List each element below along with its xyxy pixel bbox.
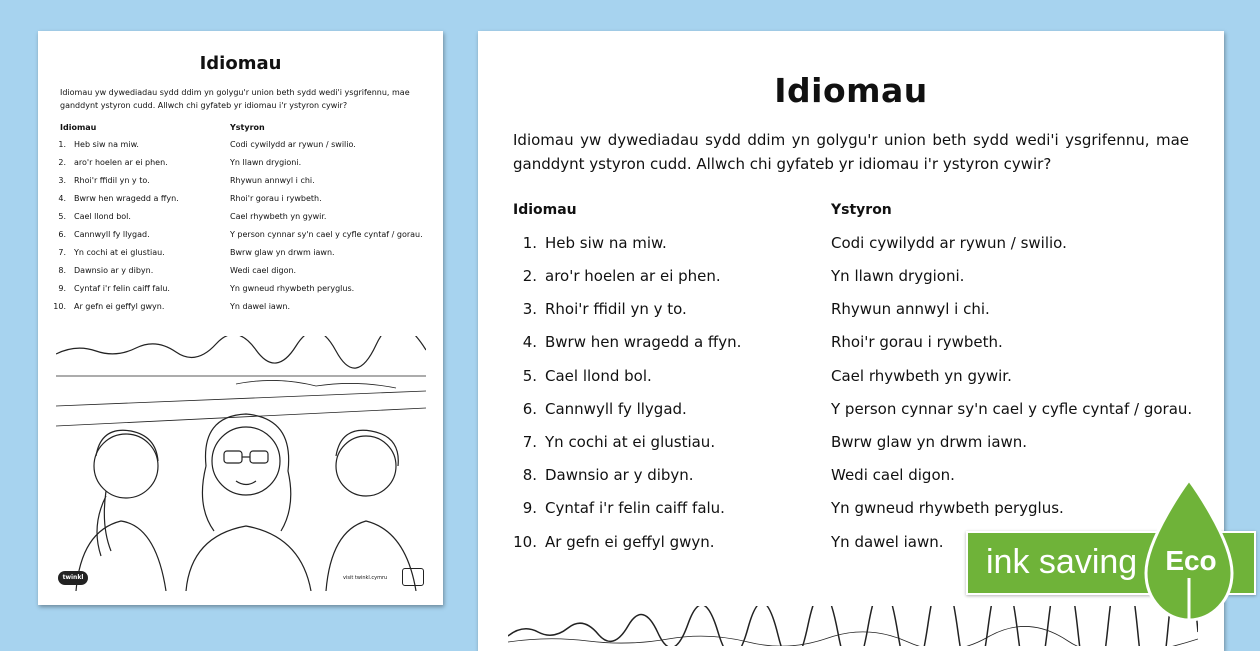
eco-label: Eco — [1165, 545, 1217, 576]
worksheet-thumbnail: Idiomau Idiomau yw dywediadau sydd ddim yn golygu'r union beth sydd wedi'i ysgrifennu, mae ganddynt ystyron cudd. Allwch chi gyfateb yr idiomau i'r ystyron cywir? Idiomau Ystyron 1. Heb siw na miw. 2. aro'r hoelen ar ei phen. 3. Rhoi'r ffidil yn y to. 4. Bwrw hen wragedd a ffyn. 5. Cael llond bol. 6. Cannwyll fy llygad. 7. Yn cochi at ei glustiau. 8. Dawnsio ar y dibyn. 9. Cyntaf i'r felin caiff falu. 10. Ar gefn ei geffyl gwyn. Codi cywilydd ar rywun / swilio. Yn llawn drygioni. Rhywun annwyl i chi. Rhoi'r gorau i rywbeth. Cael rhywbeth yn gywir. Y person cynnar sy'n cael y cyfle cyntaf / gorau. Bwrw glaw yn drwm iawn. Wedi cael digon. Yn gwneud rhywbeth peryglus. Yn dawel iawn. twinkl visit twinkl.cymru — [38, 31, 443, 605]
list-item: Y person cynnar sy'n cael y cyfle cyntaf / gorau. — [831, 400, 1193, 418]
idioms-heading: Idiomau — [513, 202, 577, 218]
list-item: Wedi cael digon. — [230, 266, 297, 275]
list-item: Bwrw glaw yn drwm iawn. — [831, 433, 1028, 451]
meanings-heading: Ystyron — [831, 202, 892, 218]
thumbnail-meanings-heading: Ystyron — [230, 123, 265, 132]
list-item: Rhoi'r gorau i rywbeth. — [230, 194, 322, 203]
page-title: Idiomau — [774, 71, 928, 110]
list-item: Codi cywilydd ar rywun / swilio. — [230, 140, 356, 149]
list-item: Yn dawel iawn. — [831, 533, 944, 551]
list-item: Yn dawel iawn. — [230, 302, 290, 311]
badge-icon — [402, 568, 424, 586]
thumbnail-idioms-heading: Idiomau — [60, 123, 97, 132]
twinkl-logo: twinkl — [58, 571, 88, 585]
list-item: Rhoi'r gorau i rywbeth. — [831, 333, 1003, 351]
list-item: Yn llawn drygioni. — [230, 158, 302, 167]
thumbnail-intro: Idiomau yw dywediadau sydd ddim yn golygu'r union beth sydd wedi'i ysgrifennu, mae ganddynt ystyron cudd. Allwch chi gyfateb yr idiomau i'r ystyron cywir? — [60, 88, 410, 110]
list-item: Rhywun annwyl i chi. — [230, 176, 315, 185]
children-illustration — [56, 336, 426, 591]
list-item: Cael rhywbeth yn gywir. — [230, 212, 327, 221]
worksheet-preview: Idiomau Idiomau yw dywediadau sydd ddim yn golygu'r union beth sydd wedi'i ysgrifennu, mae ganddynt ystyron cudd. Allwch chi gyfateb yr idiomau i'r ystyron cywir? Idiomau Ystyron 1. Heb siw na miw. 2. aro'r hoelen ar ei phen. 3. Rhoi'r ffidil yn y to. 4. Bwrw hen wragedd a ffyn. 5. Cael llond bol. 6. Cannwyll fy llygad. 7. Yn cochi at ei glustiau. 8. Dawnsio ar y dibyn. 9. Cyntaf i'r felin caiff falu. 10. Ar gefn ei geffyl gwyn. Codi cywilydd ar rywun / swilio. Yn llawn drygioni. Rhywun annwyl i chi. Rhoi'r gorau i rywbeth. Cael rhywbeth yn gywir. Y person cynnar sy'n cael y cyfle cyntaf / gorau. Bwrw glaw yn drwm iawn. Wedi cael digon. Yn gwneud rhywbeth peryglus. Yn dawel iawn. — [478, 31, 1224, 651]
list-item: Rhywun annwyl i chi. — [831, 300, 990, 318]
list-item: Yn llawn drygioni. — [831, 267, 965, 285]
list-item: Yn gwneud rhywbeth peryglus. — [230, 284, 355, 293]
thumbnail-title: Idiomau — [199, 53, 282, 74]
page-intro: Idiomau yw dywediadau sydd ddim yn golygu'r union beth sydd wedi'i ysgrifennu, mae ganddynt ystyron cudd. Allwch chi gyfateb yr idiomau i'r ystyron cywir? — [513, 131, 1189, 173]
list-item: Yn gwneud rhywbeth peryglus. — [831, 499, 1064, 517]
thumbnail-footer: visit twinkl.cymru — [343, 575, 388, 581]
illustration-edge — [508, 606, 1198, 646]
ink-saving-label: ink saving — [986, 543, 1138, 581]
list-item: Codi cywilydd ar rywun / swilio. — [831, 234, 1067, 252]
list-item: Y person cynnar sy'n cael y cyfle cyntaf / gorau. — [230, 230, 423, 239]
list-item: Bwrw glaw yn drwm iawn. — [230, 248, 335, 257]
list-item: Cael rhywbeth yn gywir. — [831, 367, 1012, 385]
list-item: Wedi cael digon. — [831, 466, 955, 484]
